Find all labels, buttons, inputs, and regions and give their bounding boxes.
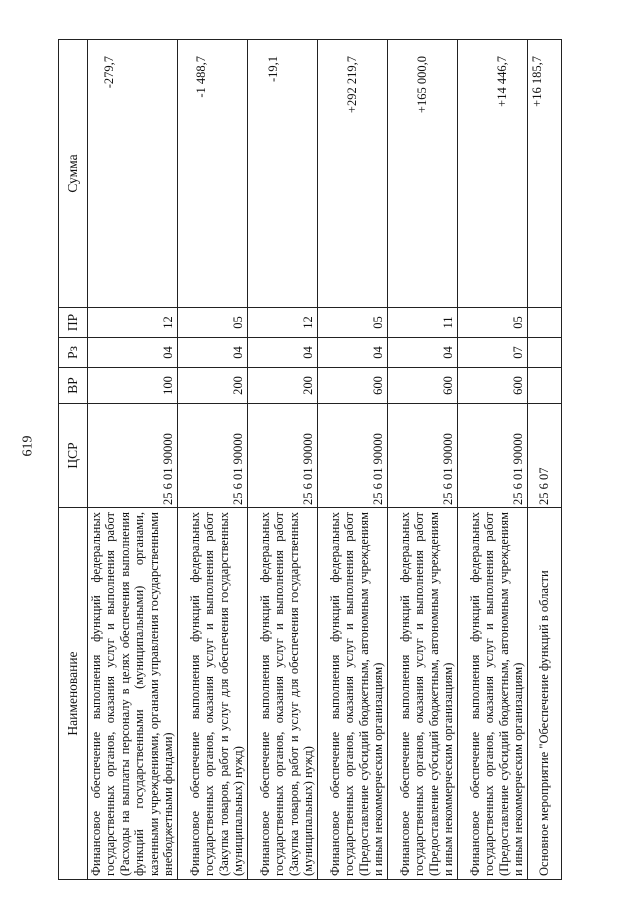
row-csr: 25 6 01 90000 [458, 404, 528, 508]
row-sum: +14 446,7 [458, 40, 528, 308]
row-rz: 04 [388, 338, 458, 368]
rotated-table-container [58, 40, 593, 880]
row-rz: 04 [178, 338, 248, 368]
row-rz: 04 [318, 338, 388, 368]
row-sum: -279,7 [88, 40, 178, 308]
header-sum: Сумма [59, 40, 88, 308]
row-pr: 05 [318, 308, 388, 338]
row-pr: 12 [88, 308, 178, 338]
row-rz: 07 [458, 338, 528, 368]
row-csr: 25 6 07 [528, 404, 562, 508]
row-vr: 200 [178, 368, 248, 404]
row-vr: 600 [388, 368, 458, 404]
table-row [318, 40, 388, 880]
row-sum: +165 000,0 [388, 40, 458, 308]
row-vr: 600 [458, 368, 528, 404]
row-name: Финансовое обеспечение выполнения функций федеральных государственных органов, оказания услуг и выполнения работ (Закупка товаров, работ и услуг для обеспечения государственных (муниципальных) нужд) [178, 508, 248, 880]
row-vr: 200 [248, 368, 318, 404]
row-vr [528, 368, 562, 404]
row-csr: 25 6 01 90000 [248, 404, 318, 508]
row-rz [528, 338, 562, 368]
row-sum: -1 488,7 [178, 40, 248, 308]
row-rz: 04 [248, 338, 318, 368]
row-sum: -19,1 [248, 40, 318, 308]
table-header-row [59, 40, 88, 880]
table-row [178, 40, 248, 880]
row-vr: 600 [318, 368, 388, 404]
row-csr: 25 6 01 90000 [178, 404, 248, 508]
table-row [528, 40, 562, 880]
header-vr: ВР [59, 368, 88, 404]
row-rz: 04 [88, 338, 178, 368]
row-vr: 100 [88, 368, 178, 404]
table-row [388, 40, 458, 880]
row-pr: 12 [248, 308, 318, 338]
page-number-text: 619 [20, 435, 36, 457]
row-name: Финансовое обеспечение выполнения функций федеральных государственных органов, оказания услуг и выполнения работ (Предоставление субсидий бюджетным, автономным учреждениям и иным некоммерческим организациям) [458, 508, 528, 880]
row-pr [528, 308, 562, 338]
row-name: Финансовое обеспечение выполнения функций федеральных государственных органов, оказания услуг и выполнения работ (Закупка товаров, работ и услуг для обеспечения государственных (муниципальных) нужд) [248, 508, 318, 880]
row-csr: 25 6 01 90000 [88, 404, 178, 508]
row-sum: +292 219,7 [318, 40, 388, 308]
header-rz: Рз [59, 338, 88, 368]
row-csr: 25 6 01 90000 [388, 404, 458, 508]
row-csr: 25 6 01 90000 [318, 404, 388, 508]
page-number [20, 426, 37, 466]
table-row [458, 40, 528, 880]
table-row [88, 40, 178, 880]
row-pr: 05 [458, 308, 528, 338]
budget-table [58, 39, 562, 880]
table-row [248, 40, 318, 880]
row-sum: +16 185,7 [528, 40, 562, 308]
header-name: Наименование [59, 508, 88, 880]
row-name: Финансовое обеспечение выполнения функций федеральных государственных органов, оказания услуг и выполнения работ (Предоставление субсидий бюджетным, автономным учреждениям и иным некоммерческим организациям) [388, 508, 458, 880]
header-pr: ПР [59, 308, 88, 338]
row-pr: 11 [388, 308, 458, 338]
row-name: Финансовое обеспечение выполнения функций федеральных государственных органов, оказания услуг и выполнения работ (Предоставление субсидий бюджетным, автономным учреждениям и иным некоммерческим организациям) [318, 508, 388, 880]
row-pr: 05 [178, 308, 248, 338]
header-csr: ЦСР [59, 404, 88, 508]
row-name: Финансовое обеспечение выполнения функций федеральных государственных органов, оказания услуг и выполнения работ (Расходы на выплаты персоналу в целях обеспечения выполнения функций государственными (муниципальными) органами, казенными учреждениями, органами управления государственными внебюджетными фондами) [88, 508, 178, 880]
row-name: Основное мероприятие "Обеспечение функций в области [528, 508, 562, 880]
